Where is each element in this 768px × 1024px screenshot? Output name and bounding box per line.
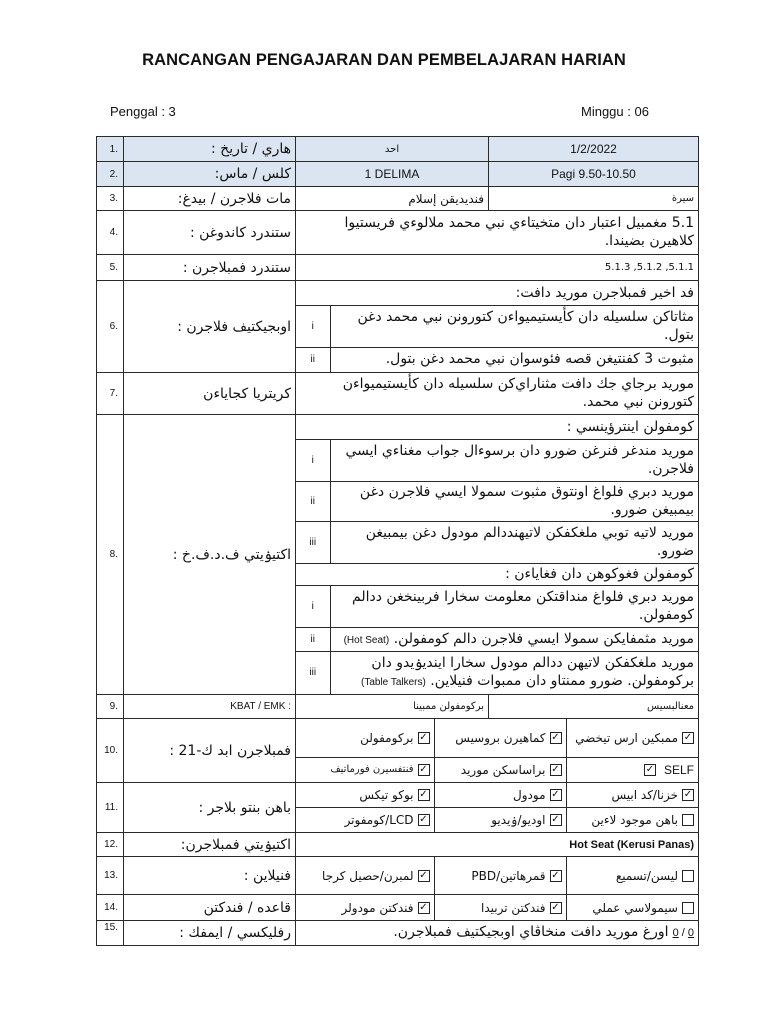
row-number: 13. <box>97 857 124 895</box>
row-label: فمبلاجرن ابد ك-21 : <box>124 719 296 783</box>
row-number: 9. <box>97 695 124 719</box>
checkbox-checked-icon[interactable]: ✓ <box>419 869 428 881</box>
section-heading: كومفولن اينترؤينسي : <box>296 416 698 440</box>
materials-options <box>296 783 699 833</box>
row-label: ستندرد فمبلاجرن : <box>124 255 296 281</box>
option-label: براساسكن موريد <box>460 762 546 777</box>
objectives-intro: فد اخير فمبلاجرن موريد دافت: <box>296 282 698 306</box>
option-label: لمبرن/حصيل كرجا <box>322 868 414 883</box>
row-number: 7. <box>97 373 124 415</box>
option-label: ممبكين ارس تيخضي <box>575 730 678 745</box>
row-label: مات فلاجرن / بيدغ: <box>124 187 296 211</box>
objective-item: مثبوت 3 كفنتيغن قصه فئوسوان نبي محمد دغن بتول. <box>330 348 698 372</box>
minggu-label: Minggu : 06 <box>581 104 649 119</box>
row-label: KBAT / EMK : <box>124 695 296 719</box>
option-label: فندكتن تربيدا <box>481 900 546 915</box>
roman-numeral: ii <box>296 482 330 522</box>
option[interactable] <box>434 757 566 782</box>
row-label: كلس / ماس: <box>124 162 296 187</box>
day-value: احد <box>296 137 489 162</box>
checkbox-checked-icon[interactable]: ✓ <box>551 813 560 825</box>
row-1 <box>97 137 699 162</box>
option-label: ليسن/تسميع <box>615 868 678 883</box>
row-label: باهن بنتو بلاجر : <box>124 783 296 833</box>
activity-note: (Hot Seat) <box>343 634 390 646</box>
objective-item: مثاتاكن سلسيله دان كأيستيميواءن كتورونن نبي محمد دغن بتول. <box>330 306 698 348</box>
option-label: كماهيرن بروسيس <box>455 730 546 745</box>
roman-numeral: ii <box>296 628 330 652</box>
row-label: ستندرد كاندوغن : <box>124 211 296 255</box>
roman-numeral: iii <box>296 652 330 694</box>
option-label: خزنا/كد ابيس <box>611 787 678 802</box>
option[interactable] <box>296 757 434 782</box>
row-number: 2. <box>97 162 124 187</box>
row-number: 5. <box>97 255 124 281</box>
row-15 <box>97 921 699 946</box>
activity-item: موريد دبري فلواغ اونتوق مثبوت سمولا ايسي فلاجرن دغن بيمبيغن ضورو. <box>330 482 698 522</box>
option[interactable] <box>434 857 566 894</box>
assessment-options <box>296 857 699 895</box>
row-3 <box>97 187 699 211</box>
date-value: 1/2/2022 <box>489 137 699 162</box>
section-heading: كومفولن فغوكوهن دان فغاياءن : <box>296 564 698 586</box>
row-label: اوبجيکتيف فلاجرن : <box>124 281 296 373</box>
option-label: SELF <box>663 762 694 777</box>
checkbox-checked-icon[interactable]: ✓ <box>419 788 428 800</box>
row-5 <box>97 255 699 281</box>
class-value: 1 DELIMA <box>296 162 489 187</box>
activity-value: Hot Seat (Kerusi Panas) <box>296 833 699 857</box>
option-label: اوديو/ۏيديو <box>491 812 546 827</box>
activity-text: موريد مثمفايكن سمولا ايسي فلاجرن دالم كومفولن. <box>393 630 694 647</box>
option-label: فندكتن مودولر <box>341 900 414 915</box>
activity-note: (Table Talkers) <box>361 676 426 688</box>
option-label: باهن موجود لاءين <box>591 812 678 827</box>
option[interactable] <box>296 719 434 757</box>
row-number: 15. <box>97 921 124 946</box>
roman-numeral: ii <box>296 348 330 372</box>
subject-value: فنديديقن إسلام <box>296 187 489 211</box>
pak21-options <box>296 719 699 783</box>
row-9 <box>97 695 699 719</box>
row-label: فنيلاين : <box>124 857 296 895</box>
row-4 <box>97 211 699 255</box>
option-label: سيمولاسي عملي <box>592 900 678 915</box>
option[interactable] <box>296 857 434 894</box>
option[interactable] <box>434 719 566 757</box>
option[interactable] <box>566 895 698 920</box>
row-number: 14. <box>97 895 124 921</box>
checkbox-checked-icon[interactable]: ✓ <box>551 901 560 913</box>
activities-cell <box>296 415 699 695</box>
option[interactable] <box>434 807 566 832</box>
checkbox-empty-icon[interactable] <box>682 814 694 826</box>
option-label: LCD/كومفوتر <box>344 812 414 827</box>
row-label: كريتريا كجاياءن <box>124 373 296 415</box>
bidang-value: سيرة <box>489 187 699 211</box>
option[interactable] <box>296 783 434 807</box>
row-number: 11. <box>97 783 124 833</box>
learning-standard-text: 5.1.1, 5.1.2, 5.1.3 <box>296 255 699 281</box>
row-number: 3. <box>97 187 124 211</box>
standard-content-text: 5.1 مغمبيل اعتبار دان متخيتاءي نبي محمد ملالوءي فريستيوا كلاهيرن بضيندا. <box>296 211 699 255</box>
activity-item: موريد دبري فلواغ منداقتكن معلومت سخارا فربينخغن ددالم كومفولن. <box>330 586 698 628</box>
method-options <box>296 895 699 921</box>
row-number: 4. <box>97 211 124 255</box>
option-label: قمرهاتين/PBD <box>471 868 546 883</box>
option[interactable] <box>296 895 434 920</box>
kbat-value: برکومفولن ممبينا <box>296 695 489 719</box>
option[interactable] <box>296 807 434 832</box>
row-number: 12. <box>97 833 124 857</box>
option[interactable] <box>434 895 566 920</box>
row-label: هاري / تاريخ : <box>124 137 296 162</box>
checkbox-checked-icon[interactable]: ✓ <box>419 731 428 743</box>
row-number: 1. <box>97 137 124 162</box>
checkbox-checked-icon[interactable]: ✓ <box>683 788 693 800</box>
activity-text: موريد ملغكفكن لاتيهن ددالم مودول سخارا اينديۏيدو دان بركومفولن. ضورو ممنتاو دان ممبوات فنيلاين. <box>371 655 694 689</box>
option[interactable] <box>566 857 698 894</box>
option-label: مودول <box>513 787 546 802</box>
row-label: اكتيۏيتي فمبلاجرن: <box>124 833 296 857</box>
activity-item: موريد لاتيه توبي ملغكفكن لاتيهنددالم مودول دغن بيمبيغن ضورو. <box>330 522 698 564</box>
rph-table <box>96 136 699 946</box>
reflection-cell <box>296 921 699 946</box>
roman-numeral: i <box>296 586 330 628</box>
row-10 <box>97 719 699 783</box>
checkbox-checked-icon[interactable]: ✓ <box>551 731 560 743</box>
option[interactable] <box>434 783 566 807</box>
checkbox-checked-icon[interactable]: ✓ <box>683 731 693 743</box>
penggal-label: Penggal : 3 <box>110 104 176 119</box>
row-label: قاعده / فندكتن <box>124 895 296 921</box>
checkbox-checked-icon[interactable]: ✓ <box>419 901 428 913</box>
fraction-part[interactable]: 0 <box>687 927 694 939</box>
roman-numeral: iii <box>296 522 330 564</box>
row-number: 8. <box>97 415 124 695</box>
objectives-cell <box>296 281 699 373</box>
row-7 <box>97 373 699 415</box>
kbat-value: معنالبسيس <box>489 695 699 719</box>
option-label: بركومفولن <box>360 730 414 745</box>
row-number: 6. <box>97 281 124 373</box>
option-label: فنتفسيرن فورماتيف <box>330 764 414 776</box>
checkbox-checked-icon[interactable]: ✓ <box>419 813 428 825</box>
activity-item: موريد مندغر فنرغن ضورو دان برسوءال جواب مغناءي ايسي فلاجرن. <box>330 440 698 482</box>
row-11 <box>97 783 699 833</box>
row-13 <box>97 857 699 895</box>
checkbox-checked-icon[interactable]: ✓ <box>419 763 428 775</box>
checkbox-checked-icon[interactable]: ✓ <box>551 869 560 881</box>
option[interactable] <box>566 807 698 832</box>
reflection-fraction: 0 / 0 <box>672 927 694 939</box>
roman-numeral: i <box>296 306 330 348</box>
row-2 <box>97 162 699 187</box>
row-label: اكتيۏيتي ف.د.ف.خ : <box>124 415 296 695</box>
option-label: بوكو تيكس <box>359 787 414 802</box>
row-12 <box>97 833 699 857</box>
fraction-part[interactable]: 0 <box>672 927 679 939</box>
roman-numeral: i <box>296 440 330 482</box>
row-label: رفليكسي / ايمفك : <box>124 921 296 946</box>
checkbox-checked-icon[interactable]: ✓ <box>551 788 560 800</box>
option[interactable] <box>566 783 698 807</box>
page-title: RANCANGAN PENGAJARAN DAN PEMBELAJARAN HARIAN <box>142 51 626 69</box>
activity-item <box>330 628 698 652</box>
row-8 <box>97 415 699 695</box>
checkbox-empty-icon[interactable] <box>682 870 694 882</box>
checkbox-checked-icon[interactable]: ✓ <box>645 763 655 775</box>
checkbox-checked-icon[interactable]: ✓ <box>551 763 560 775</box>
time-value: Pagi 9.50-10.50 <box>489 162 699 187</box>
reflection-text: اورغ موريد دافت منخاڤاي اوبجيکتيف فمبلاجرن. <box>393 924 669 941</box>
row-number: 10. <box>97 719 124 783</box>
option[interactable] <box>566 719 698 757</box>
activity-item <box>330 652 698 694</box>
checkbox-empty-icon[interactable] <box>682 902 694 914</box>
row-6 <box>97 281 699 373</box>
option[interactable] <box>566 757 698 782</box>
row-14 <box>97 895 699 921</box>
success-criteria-text: موريد برجاي جك دافت مثناراي‌كن سلسيله دان كأيستيميواءن كتورونن نبي محمد. <box>296 373 699 415</box>
